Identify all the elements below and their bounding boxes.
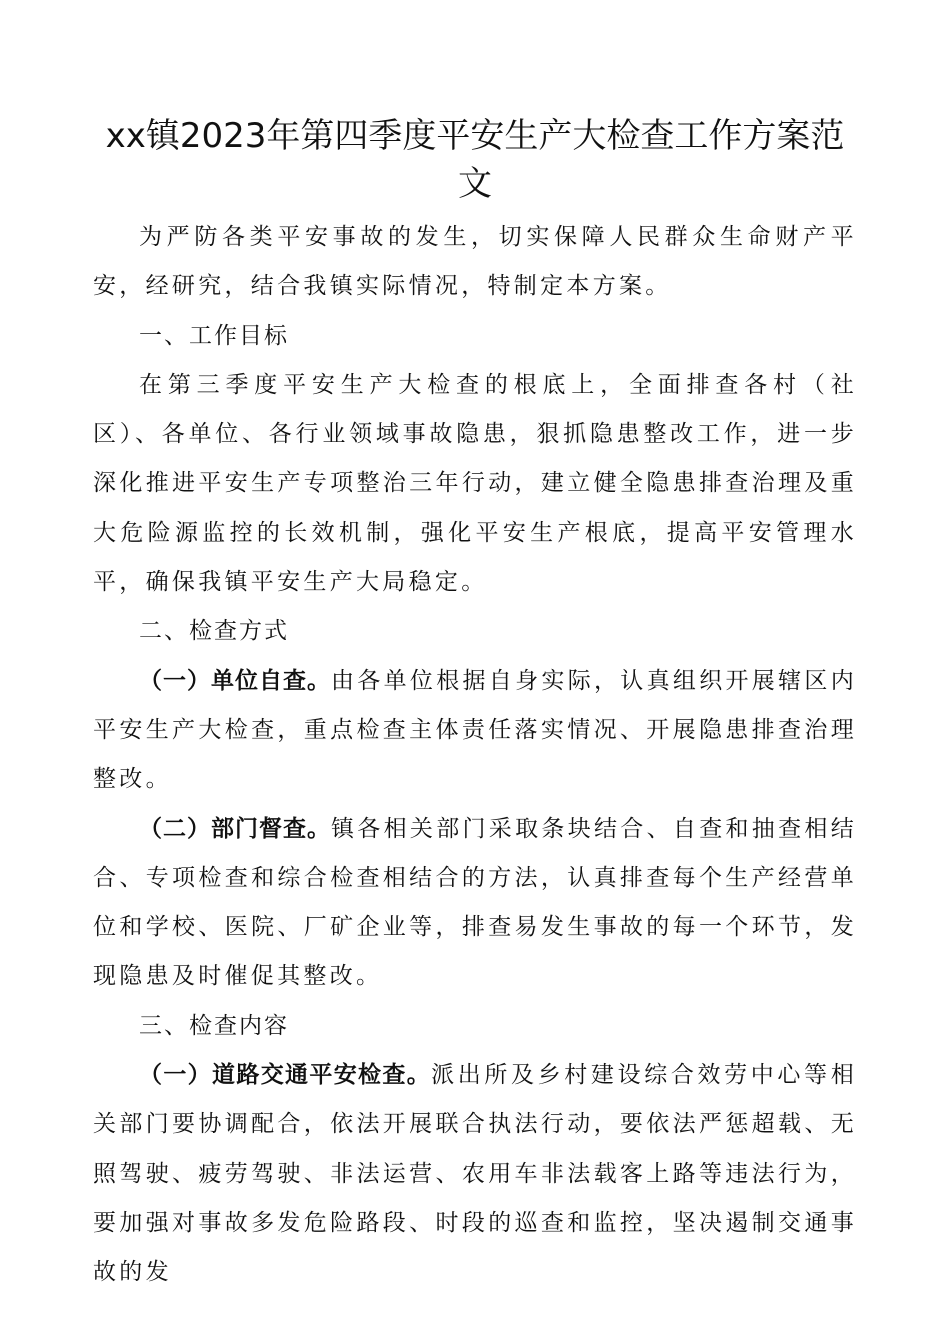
section-2-item-1 bbox=[93, 657, 857, 805]
section-1-body: 在第三季度平安生产大检查的根底上，全面排查各村（社区）、各单位、各行业领域事故隐患，狠抓隐患整改工作，进一步深化推进平安生产专项整治三年行动，建立健全隐患排查治理及重大危险源监控的长效机制，强化平安生产根底，提高平安管理水平，确保我镇平安生产大局稳定。 bbox=[93, 371, 857, 596]
section-3-heading: 三、检查内容 bbox=[139, 1012, 289, 1039]
section-2-item-2-body: 镇各相关部门采取条块结合、自查和抽查相结合、专项检查和综合检查相结合的方法，认真排查每个生产经营单位和学校、医院、厂矿企业等，排查易发生事故的每一个环节，发现隐患及时催促其整改。 bbox=[93, 815, 857, 990]
section-2-item-2 bbox=[93, 805, 857, 1002]
intro-paragraph: 为严防各类平安事故的发生，切实保障人民群众生命财产平安，经研究，结合我镇实际情况，特制定本方案。 bbox=[93, 224, 857, 300]
section-1-heading: 一、工作目标 bbox=[139, 322, 289, 349]
section-3-item-1 bbox=[93, 1051, 857, 1297]
section-2-item-2-lead: （二）部门督查。 bbox=[139, 815, 331, 842]
document-page bbox=[93, 112, 857, 1298]
document-title bbox=[93, 112, 857, 208]
section-3-item-1-lead: （一）道路交通平安检查。 bbox=[139, 1062, 432, 1089]
title-line-2: 文 bbox=[458, 164, 492, 204]
section-3-item-1-body: 派出所及乡村建设综合效劳中心等相关部门要协调配合，依法开展联合执法行动，要依法严惩超载、无照驾驶、疲劳驾驶、非法运营、农用车非法载客上路等违法行为，要加强对事故多发危险路段、时段的巡查和监控，坚决遏制交通事故的发 bbox=[93, 1062, 857, 1286]
title-line-1: xx镇2023年第四季度平安生产大检查工作方案范 bbox=[105, 116, 845, 156]
section-2-item-1-lead: （一）单位自查。 bbox=[139, 667, 331, 694]
section-2-heading: 二、检查方式 bbox=[139, 618, 289, 645]
section-2-item-1-body: 由各单位根据自身实际，认真组织开展辖区内平安生产大检查，重点检查主体责任落实情况、开展隐患排查治理整改。 bbox=[93, 667, 857, 793]
